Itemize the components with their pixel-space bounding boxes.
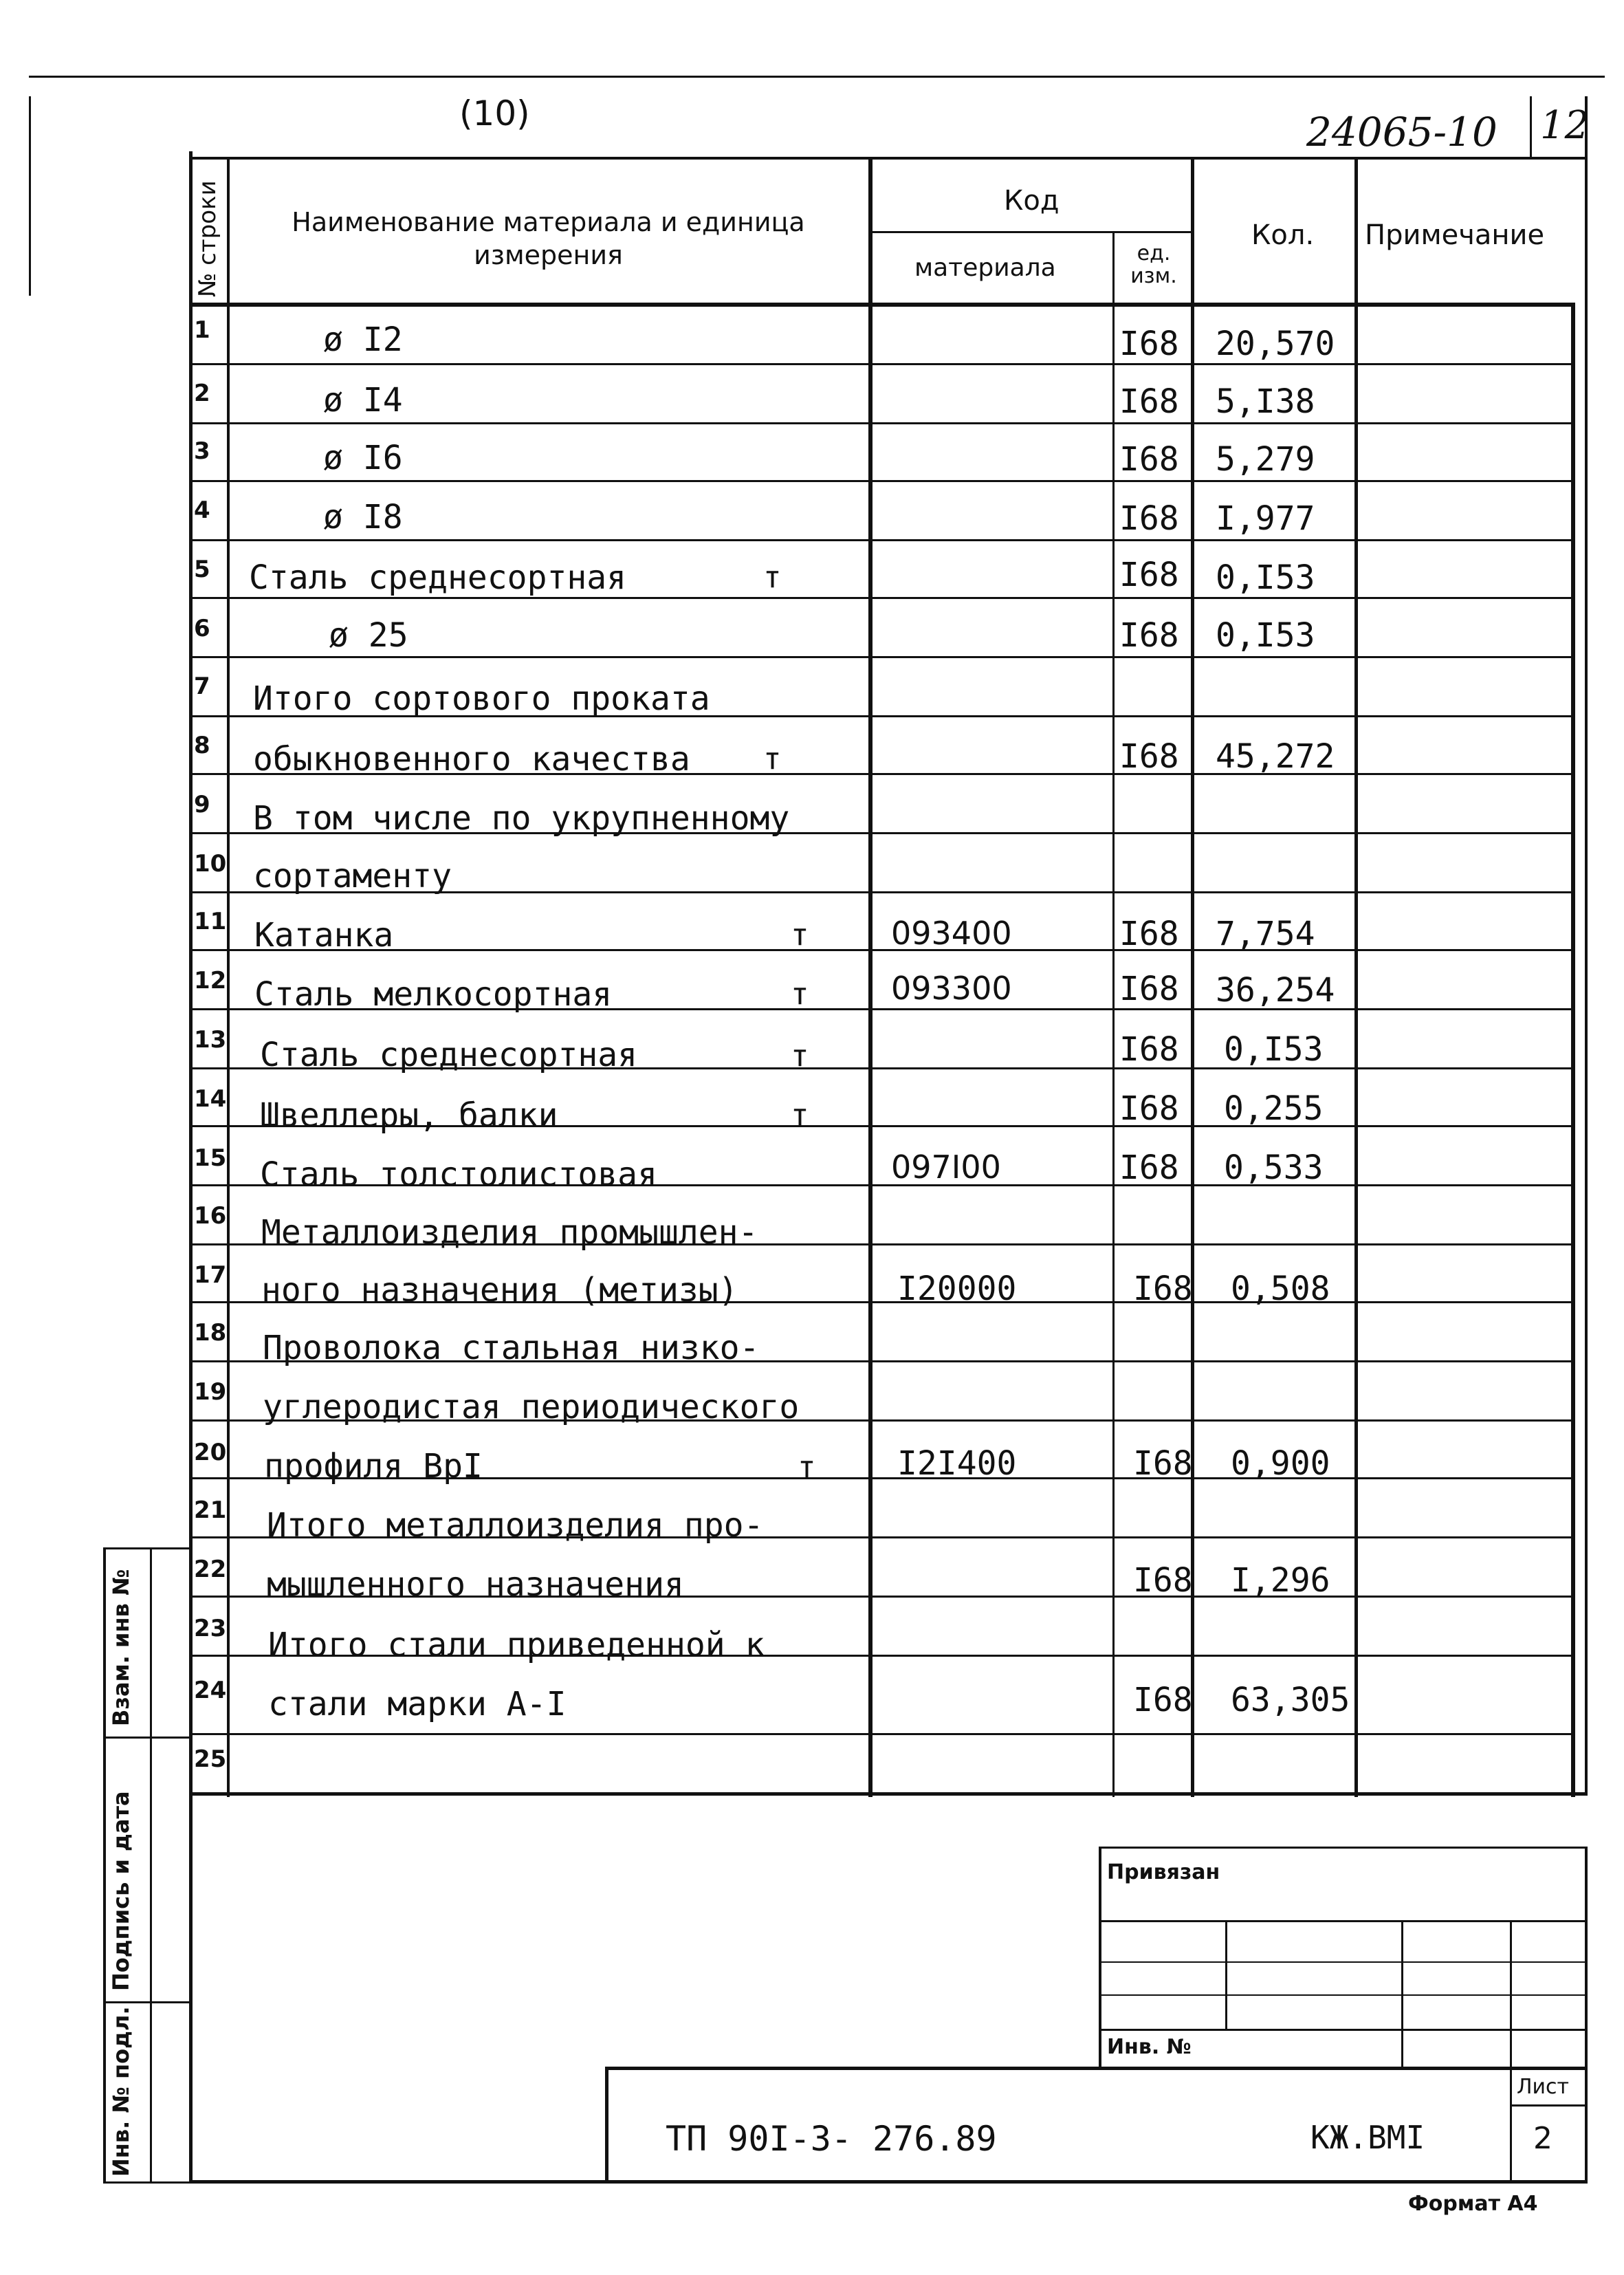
row-name: В том числе по укрупненному: [253, 799, 790, 838]
row-name: ø 25: [329, 616, 408, 655]
top-left-number: (10): [459, 94, 530, 133]
row-name: Итого сортового проката: [253, 679, 710, 718]
row-number: 9: [194, 791, 210, 818]
row-number: 7: [194, 673, 210, 700]
row-unit: I68: [1119, 616, 1179, 655]
row-name: ø I8: [323, 498, 403, 536]
row-qty: 0,I53: [1216, 558, 1315, 597]
side-stamp-podpis: Подпись и дата: [108, 1791, 134, 1991]
row-number: 25: [194, 1745, 227, 1773]
format-label: Формат А4: [1408, 2192, 1538, 2216]
col-line-qty: [1354, 157, 1358, 1797]
row-unit: I68: [1133, 1270, 1193, 1308]
row-unit: I68: [1133, 1561, 1193, 1600]
row-number: 4: [194, 497, 210, 524]
row-unit: I68: [1119, 556, 1179, 594]
row-name: сортаменту: [253, 857, 452, 895]
row-number: 1: [194, 316, 210, 344]
row-number: 5: [194, 556, 210, 583]
row-qty: 0,I53: [1224, 1030, 1324, 1069]
col-line-unit: [1191, 157, 1194, 1797]
row-name: ø I4: [323, 381, 403, 420]
row-qty: 0,255: [1224, 1089, 1324, 1128]
frame-left-line: [189, 151, 193, 2184]
row-number: 12: [194, 967, 227, 994]
row-name: Проволока стальная низко-: [263, 1329, 760, 1367]
left-margin-line: [29, 96, 31, 296]
corner-box-left: [1530, 96, 1532, 160]
row-number: 21: [194, 1496, 227, 1524]
row-name: Металлоизделия промышлен-: [261, 1213, 758, 1252]
header-row-no: № строки: [194, 180, 221, 297]
row-unit: I68: [1133, 1681, 1193, 1719]
row-unit: I68: [1119, 499, 1179, 538]
stamp-inv-no: Инв. №: [1107, 2035, 1192, 2059]
code-header-split: [870, 231, 1193, 233]
row-unit: I68: [1133, 1444, 1193, 1483]
row-number: 13: [194, 1026, 227, 1054]
row-number: 8: [194, 732, 210, 759]
row-unit-mark: т: [791, 977, 809, 1012]
header-qty: Кол.: [1251, 219, 1315, 251]
row-code: 093400: [891, 915, 1012, 952]
row-name: мышленного назначения: [267, 1565, 684, 1604]
row-name: ø I2: [323, 320, 403, 359]
col-line-num: [227, 157, 230, 1797]
header-name: [230, 206, 866, 272]
stamp-privyazan: Привязан: [1107, 1860, 1220, 1884]
row-code: 097I00: [891, 1149, 1001, 1186]
row-unit-mark: т: [791, 1038, 809, 1074]
header-code-material: материала: [914, 254, 1056, 282]
header-bottom-line: [189, 303, 1575, 307]
row-qty: 7,754: [1216, 915, 1315, 953]
row-name: Итого стали приведенной к: [268, 1626, 765, 1664]
row-qty: 20,570: [1216, 325, 1335, 363]
side-stamp-vzam: Взам. инв №: [108, 1569, 134, 1726]
row-name: ø I6: [323, 439, 403, 477]
row-qty: 0,900: [1231, 1444, 1330, 1483]
row-number: 16: [194, 1202, 227, 1230]
stamp-sheet-label: Лист: [1517, 2075, 1570, 2099]
frame-right-line: [1585, 96, 1588, 1795]
row-unit-mark: т: [798, 1450, 816, 1485]
header-code: Код: [1004, 185, 1060, 217]
row-qty: 36,254: [1216, 971, 1335, 1010]
corner-page-number: 12: [1540, 103, 1590, 148]
row-name: углеродистая периодического: [263, 1388, 800, 1426]
col-line-note: [1571, 303, 1575, 1797]
header-code-unit: [1117, 242, 1191, 287]
row-qty: 0,I53: [1216, 616, 1315, 655]
row-unit: I68: [1119, 970, 1179, 1008]
row-unit-mark: т: [791, 1098, 809, 1133]
row-unit-mark: т: [763, 560, 782, 595]
row-qty: 63,305: [1231, 1681, 1350, 1719]
row-code: I2I400: [897, 1444, 1017, 1483]
header-code-unit-text: ед. изм.: [1130, 241, 1177, 288]
row-unit: I68: [1119, 440, 1179, 479]
row-qty: 5,279: [1216, 440, 1315, 479]
row-unit-mark: т: [791, 917, 809, 953]
row-name: Итого металлоизделия про-: [267, 1506, 764, 1545]
row-number: 22: [194, 1556, 227, 1583]
row-unit: I68: [1119, 325, 1179, 363]
row-qty: 5,I38: [1216, 382, 1315, 421]
row-number: 24: [194, 1677, 227, 1704]
row-name: стали марки А-I: [268, 1685, 567, 1723]
row-name: Сталь мелкосортная: [254, 975, 613, 1014]
stamp-doc-code: ТП 90I-3- 276.89: [666, 2119, 997, 2159]
row-qty: 0,508: [1231, 1270, 1330, 1308]
row-name: Швеллеры, балки: [260, 1096, 558, 1135]
row-code: I20000: [897, 1270, 1017, 1308]
row-qty: 45,272: [1216, 737, 1335, 776]
row-number: 6: [194, 615, 210, 642]
col-line-name: [868, 157, 873, 1797]
top-border-line: [29, 76, 1605, 78]
row-number: 10: [194, 850, 227, 878]
row-name: ного назначения (метизы): [261, 1271, 738, 1309]
header-note: Примечание: [1365, 219, 1545, 251]
row-unit: I68: [1119, 915, 1179, 953]
row-name: обыкновенного качества: [253, 740, 690, 779]
row-number: 17: [194, 1261, 227, 1289]
col-line-code: [1112, 232, 1115, 1797]
row-number: 19: [194, 1378, 227, 1406]
row-code: 093300: [891, 970, 1012, 1007]
stamp-sheet-no: 2: [1533, 2121, 1552, 2156]
row-number: 3: [194, 437, 210, 465]
row-name: профиля BpI: [264, 1447, 483, 1485]
row-name: Сталь среднесортная: [249, 558, 627, 597]
row-unit: I68: [1119, 1149, 1179, 1187]
row-name: Сталь толстолистовая: [260, 1155, 657, 1194]
row-unit: I68: [1119, 1030, 1179, 1069]
row-number: 2: [194, 380, 210, 407]
row-name: Сталь среднесортная: [260, 1036, 638, 1074]
row-unit: I68: [1119, 1089, 1179, 1128]
row-name: Катанка: [254, 916, 394, 955]
row-unit: I68: [1119, 382, 1179, 421]
row-unit: I68: [1119, 737, 1179, 776]
row-number: 20: [194, 1439, 227, 1466]
doc-ref-handwritten: 24065-10: [1306, 109, 1497, 155]
row-number: 11: [194, 908, 227, 935]
row-unit-mark: т: [763, 741, 782, 776]
row-number: 23: [194, 1615, 227, 1642]
row-qty: 0,533: [1224, 1149, 1324, 1187]
side-stamp-inv-podl: Инв. № подл.: [108, 2006, 134, 2177]
stamp-mark: КЖ.ВМI: [1310, 2119, 1425, 2156]
header-top-line: [189, 157, 1587, 160]
row-qty: I,296: [1231, 1561, 1330, 1600]
header-name-text: Наименование материала и единица измерения: [292, 207, 805, 270]
row-number: 15: [194, 1144, 227, 1172]
row-qty: I,977: [1216, 499, 1315, 538]
row-number: 18: [194, 1319, 227, 1347]
row-number: 14: [194, 1085, 227, 1113]
